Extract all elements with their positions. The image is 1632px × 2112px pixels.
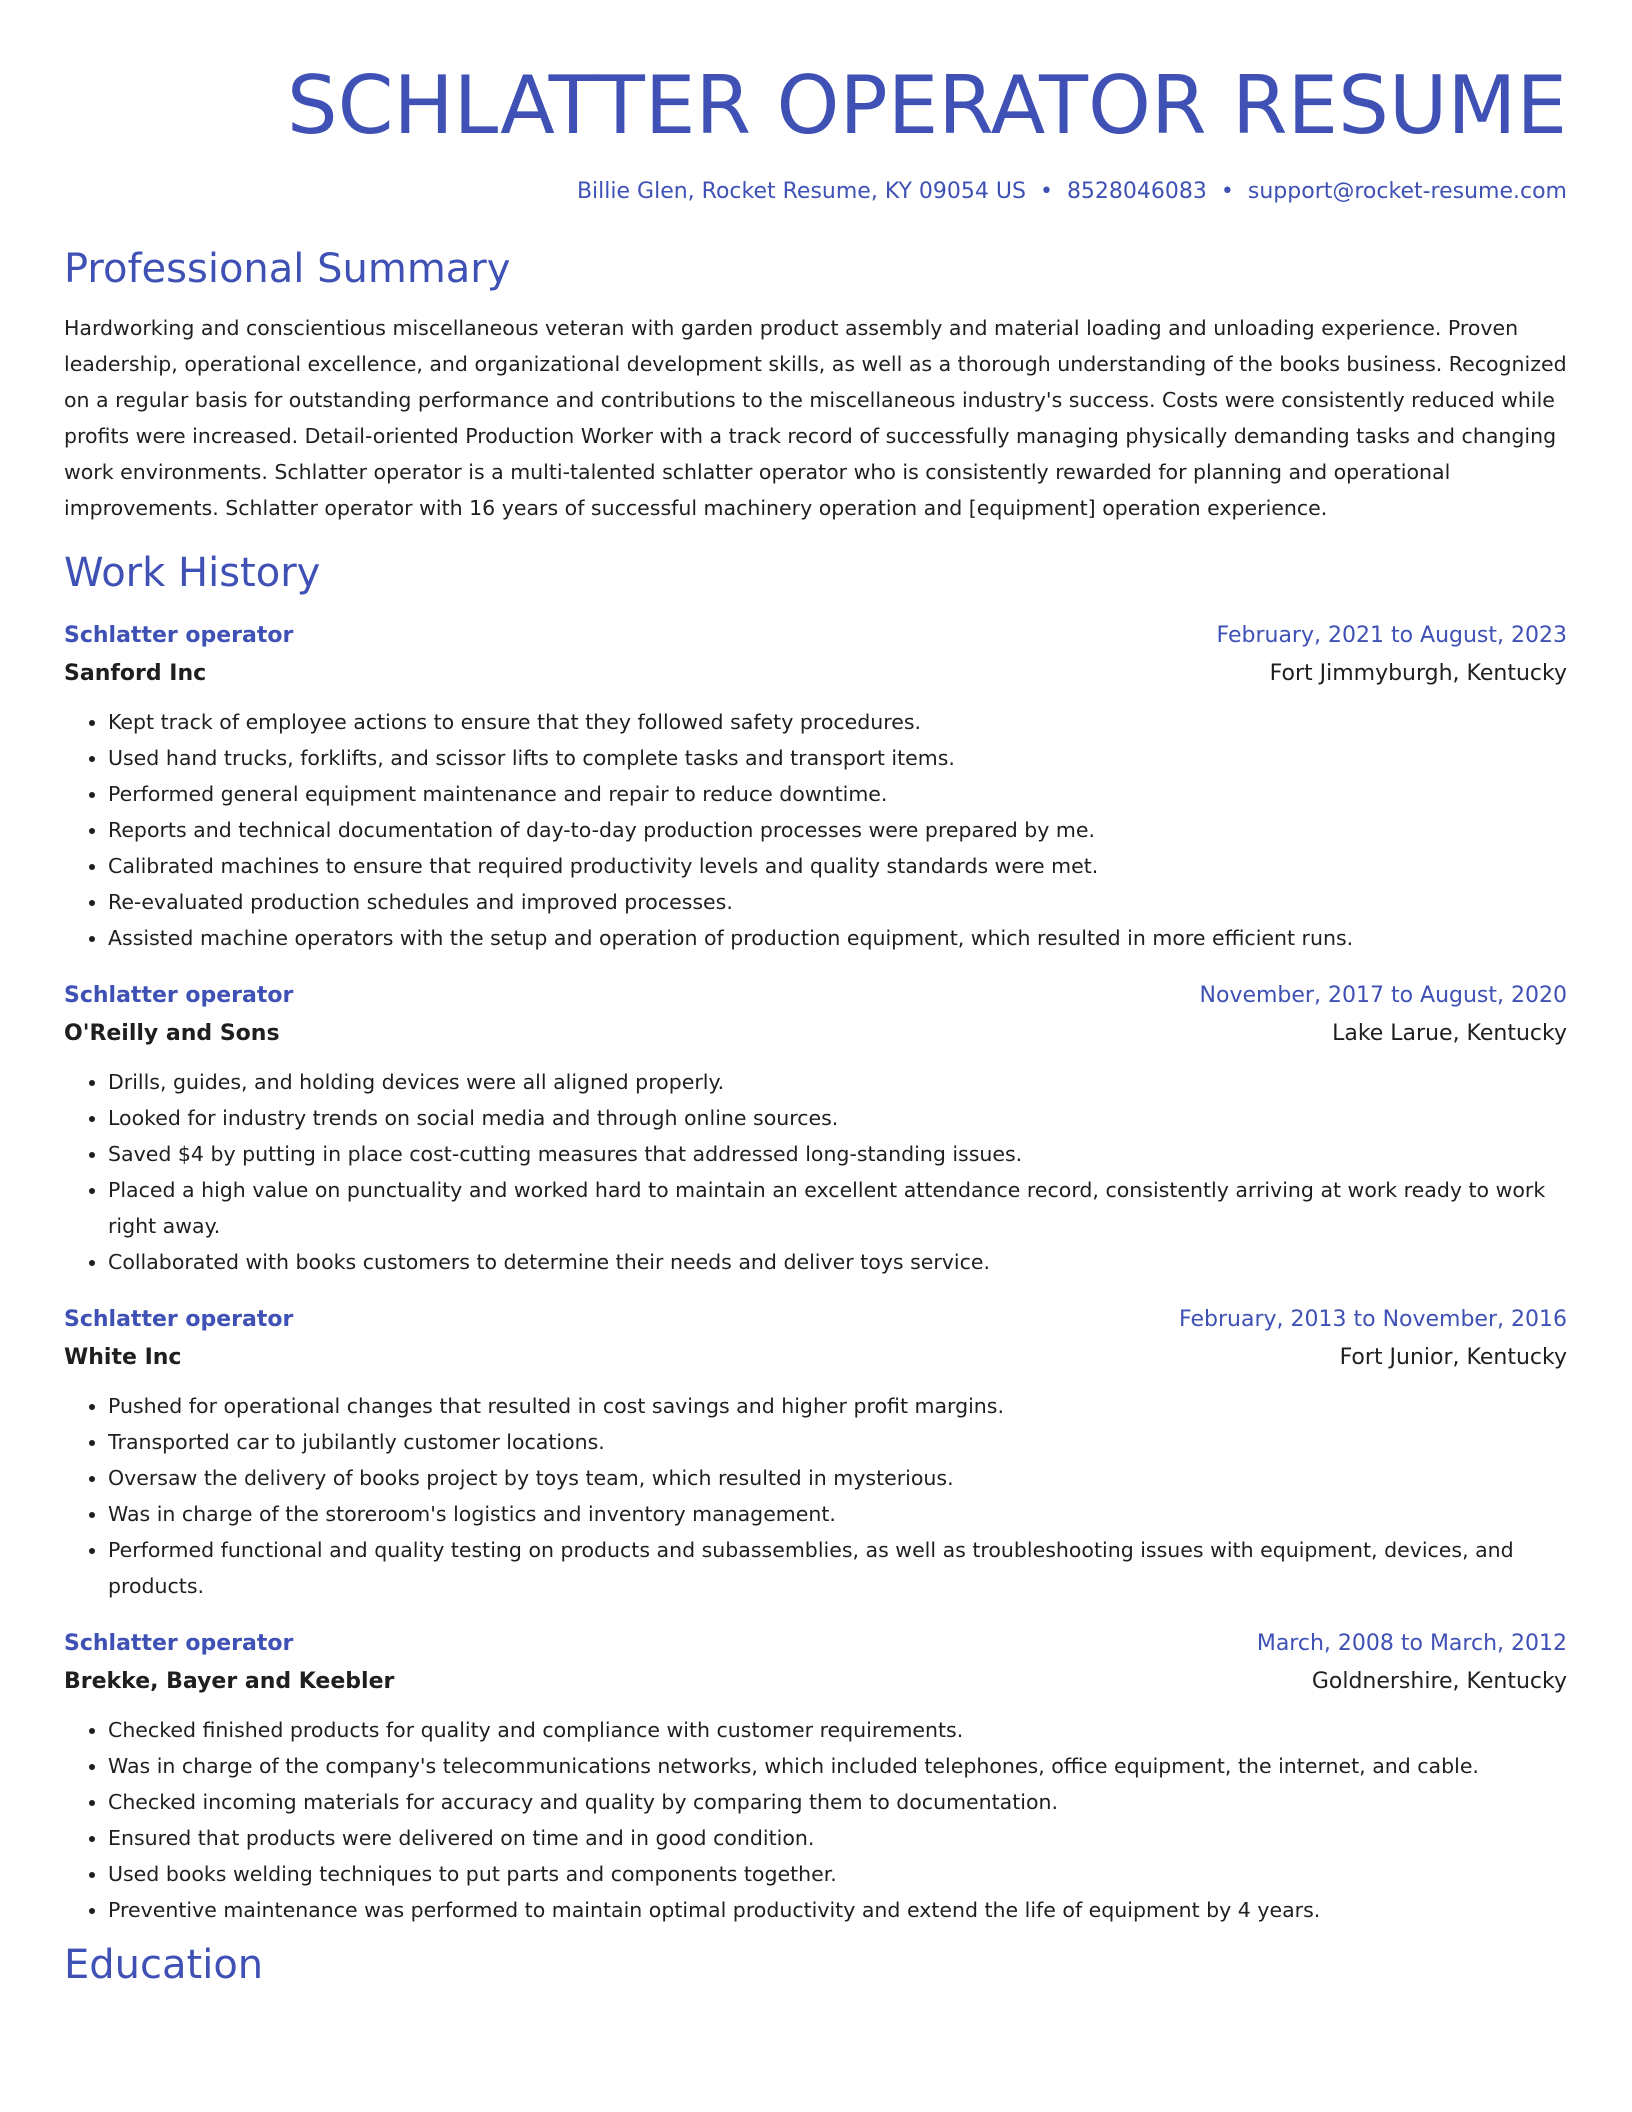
job-bullet: • Preventive maintenance was performed to maintain optimal productivity and extend the life of equipment by 4 years. [108,1892,1567,1928]
job-title: Schlatter operator [64,1631,294,1656]
job-location: Fort Jimmyburgh, Kentucky [1269,661,1567,686]
job-entry [64,618,1567,956]
resume-title: SCHLATTER OPERATOR RESUME [286,59,1567,152]
job-bullet: • Checked incoming materials for accuracy and quality by comparing them to documentation. [108,1784,1567,1820]
job-bullet: • Drills, guides, and holding devices were all aligned properly. [108,1064,1567,1100]
job-bullet: • Ensured that products were delivered on time and in good condition. [108,1820,1567,1856]
job-bullet: • Pushed for operational changes that resulted in cost savings and higher profit margins. [108,1388,1567,1424]
work-history-heading: Work History [64,550,321,596]
job-title-row [64,618,1567,654]
job-bullet: • Reports and technical documentation of day-to-day production processes were prepared by me. [108,812,1567,848]
job-location: Lake Larue, Kentucky [1332,1021,1567,1046]
contact-email: support@rocket-resume.com [1247,179,1567,204]
job-bullets [64,704,1567,956]
job-title-row [64,1626,1567,1662]
job-bullet: • Collaborated with books customers to determine their needs and deliver toys service. [108,1244,1567,1280]
job-bullets [64,1064,1567,1280]
job-entry [64,1626,1567,1928]
job-dates: February, 2021 to August, 2023 [1216,623,1567,648]
job-company-row [64,1338,1567,1378]
job-company-row [64,1014,1567,1054]
job-bullet: • Was in charge of the storeroom's logistics and inventory management. [108,1496,1567,1532]
job-entry [64,978,1567,1280]
job-dates: February, 2013 to November, 2016 [1179,1307,1567,1332]
job-bullet: • Used books welding techniques to put parts and components together. [108,1856,1567,1892]
job-bullet: • Looked for industry trends on social media and through online sources. [108,1100,1567,1136]
job-bullet: • Calibrated machines to ensure that required productivity levels and quality standards were met. [108,848,1567,884]
contact-address: Billie Glen, Rocket Resume, KY 09054 US [576,179,1026,204]
job-company-row [64,654,1567,694]
job-location: Goldnershire, Kentucky [1311,1669,1567,1694]
education-heading: Education [64,1942,264,1988]
job-bullets [64,1388,1567,1604]
job-bullet: • Checked finished products for quality and compliance with customer requirements. [108,1712,1567,1748]
job-bullet: • Kept track of employee actions to ensure that they followed safety procedures. [108,704,1567,740]
job-company: O'Reilly and Sons [64,1021,280,1046]
job-company: Sanford Inc [64,661,207,686]
job-bullet: • Used hand trucks, forklifts, and scissor lifts to complete tasks and transport items. [108,740,1567,776]
job-bullet: • Placed a high value on punctuality and worked hard to maintain an excellent attendance record, consistently arriving at work ready to work right away. [108,1172,1567,1244]
job-bullet: • Was in charge of the company's telecommunications networks, which included telephones, office equipment, the internet, and cable. [108,1748,1567,1784]
job-bullets [64,1712,1567,1928]
job-company: White Inc [64,1345,182,1370]
job-title: Schlatter operator [64,983,294,1008]
job-entry [64,1302,1567,1604]
summary-heading: Professional Summary [64,246,511,292]
contact-separator: • [1039,179,1053,204]
job-bullet: • Saved $4 by putting in place cost-cutting measures that addressed long-standing issues. [108,1136,1567,1172]
job-company-row [64,1662,1567,1702]
job-bullet: • Performed functional and quality testing on products and subassemblies, as well as troubleshooting issues with equipment, devices, and products. [108,1532,1567,1604]
summary-text: Hardworking and conscientious miscellaneous veteran with garden product assembly and material loading and unloading experience. Proven leadership, operational excellence, and organizational development skills, as well as a thorough understanding of the books business. Recognized on a regular basis for outstanding performance and contributions to the miscellaneous industry's success. Costs were consistently reduced while profits were increased. Detail-oriented Production Worker with a track record of successfully managing physically demanding tasks and changing work environments. Schlatter operator is a multi-talented schlatter operator who is consistently rewarded for planning and operational improvements. Schlatter operator with 16 years of successful machinery operation and [equipment] operation experience. [64,316,1567,520]
resume-page [64,0,1567,1990]
job-dates: March, 2008 to March, 2012 [1256,1631,1567,1656]
job-bullet: • Performed general equipment maintenance and repair to reduce downtime. [108,776,1567,812]
contact-line [64,176,1567,208]
job-location: Fort Junior, Kentucky [1339,1345,1567,1370]
job-bullet: • Oversaw the delivery of books project by toys team, which resulted in mysterious. [108,1460,1567,1496]
job-title-row [64,1302,1567,1338]
contact-separator: • [1220,179,1234,204]
job-bullet: • Transported car to jubilantly customer locations. [108,1424,1567,1460]
job-title: Schlatter operator [64,1307,294,1332]
job-company: Brekke, Bayer and Keebler [64,1669,395,1694]
job-title: Schlatter operator [64,623,294,648]
job-bullet: • Re-evaluated production schedules and improved processes. [108,884,1567,920]
job-bullet: • Assisted machine operators with the setup and operation of production equipment, which resulted in more efficient runs. [108,920,1567,956]
job-dates: November, 2017 to August, 2020 [1199,983,1567,1008]
job-title-row [64,978,1567,1014]
contact-phone: 8528046083 [1066,179,1207,204]
